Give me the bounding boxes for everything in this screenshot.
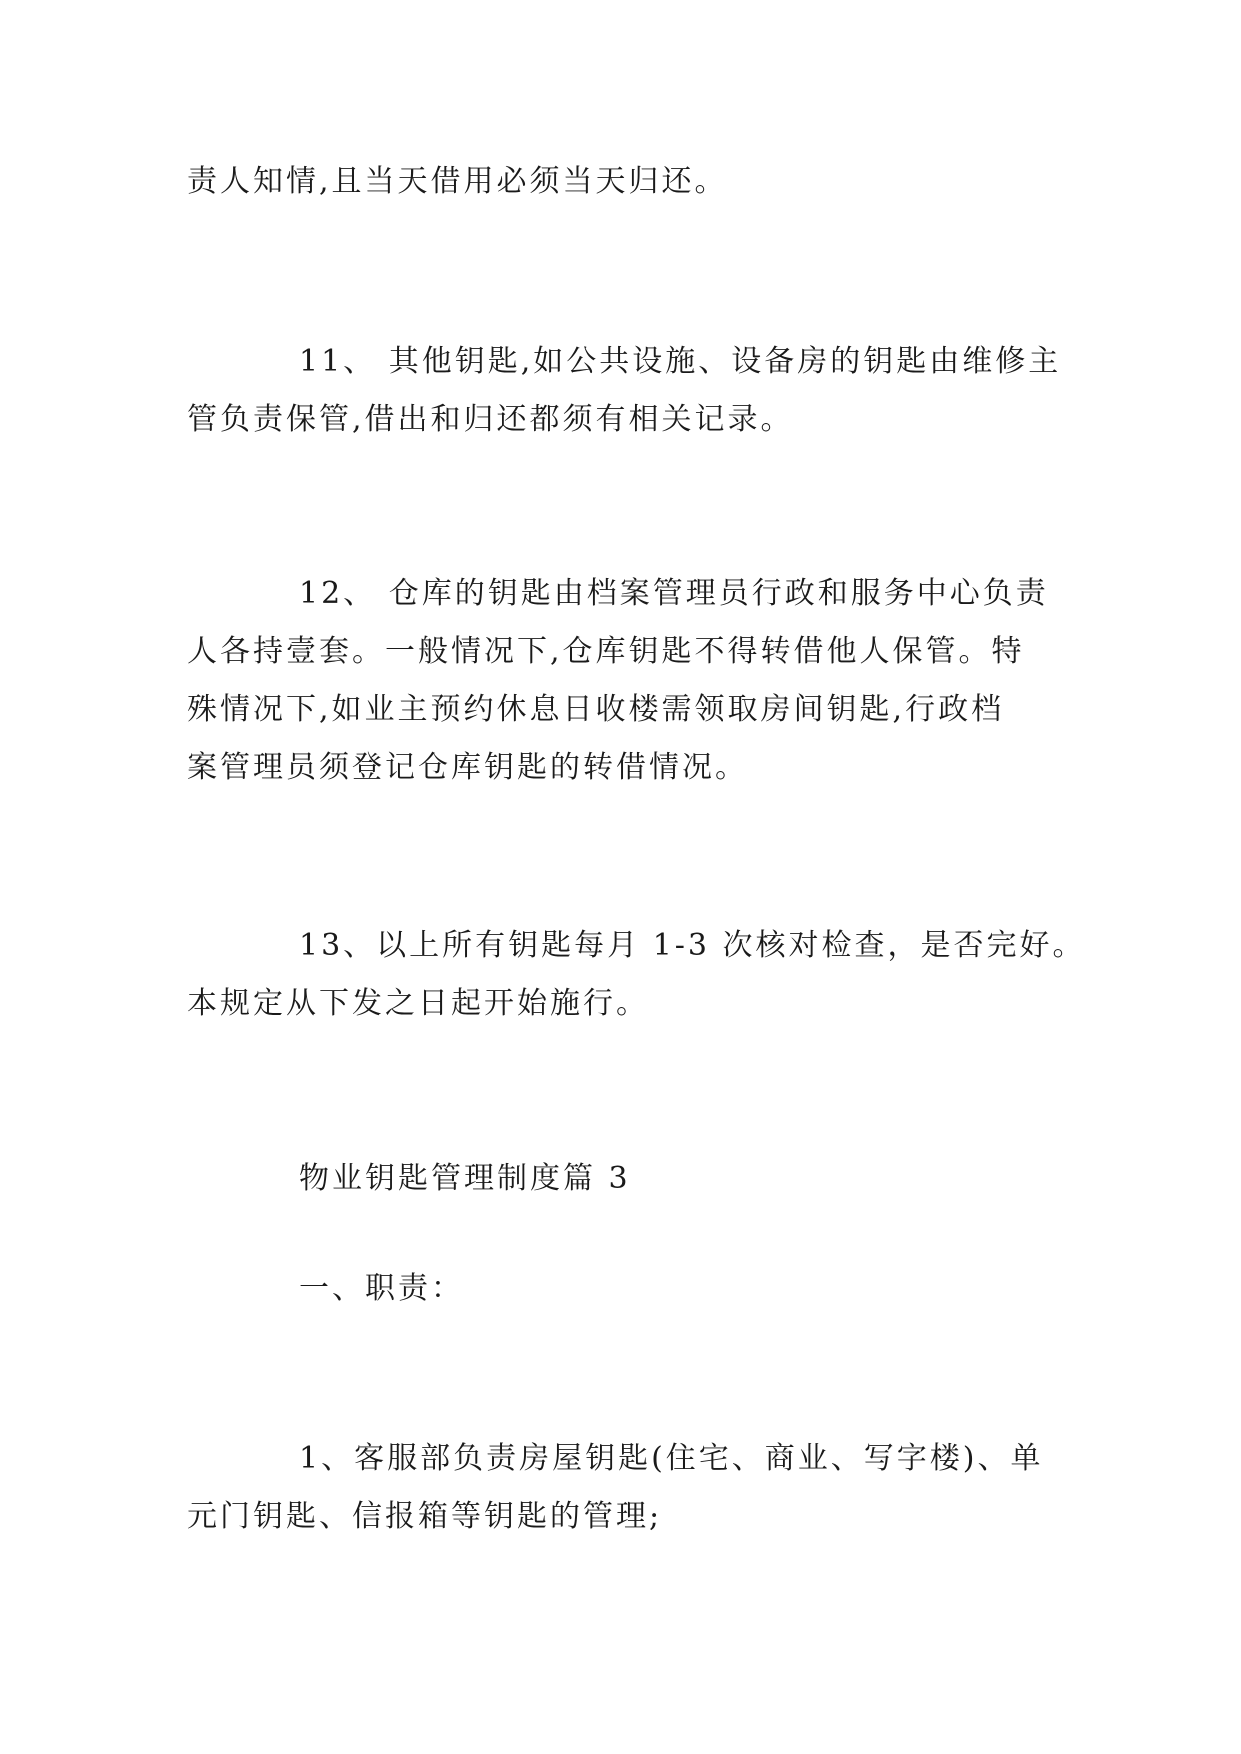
paragraph-line: 殊情况下,如业主预约休息日收楼需领取房间钥匙,行政档 — [187, 692, 1005, 727]
paragraph-duty-1 — [187, 1430, 1057, 1546]
paragraph-line: 12、 仓库的钥匙由档案管理员行政和服务中心负责 — [299, 576, 1049, 611]
paragraph-line: 13、以上所有钥匙每月 1-3 次核对检查，是否完好。 — [299, 928, 1086, 963]
paragraph-line: 人各持壹套。一般情况下,仓库钥匙不得转借他人保管。特 — [187, 634, 1025, 669]
paragraph-line: 责人知情,且当天借用必须当天归还。 — [187, 164, 728, 199]
paragraph-return-rule-end — [187, 153, 1057, 211]
section-title — [187, 1150, 1057, 1208]
section-heading-duties — [187, 1260, 1057, 1318]
paragraph-line: 案管理员须登记仓库钥匙的转借情况。 — [187, 750, 748, 785]
paragraph-line: 11、 其他钥匙,如公共设施、设备房的钥匙由维修主 — [299, 344, 1062, 379]
paragraph-item-12 — [187, 565, 1057, 797]
paragraph-item-11 — [187, 333, 1062, 449]
paragraph-line: 本规定从下发之日起开始施行。 — [187, 986, 649, 1021]
section-title-text: 物业钥匙管理制度篇 3 — [299, 1161, 631, 1196]
paragraph-line: 1、客服部负责房屋钥匙(住宅、商业、写字楼)、单 — [299, 1441, 1044, 1476]
paragraph-item-13 — [187, 917, 1086, 1033]
heading-text: 一、职责： — [299, 1271, 464, 1306]
paragraph-line: 元门钥匙、信报箱等钥匙的管理; — [187, 1499, 663, 1534]
paragraph-line: 管负责保管,借出和归还都须有相关记录。 — [187, 402, 794, 437]
